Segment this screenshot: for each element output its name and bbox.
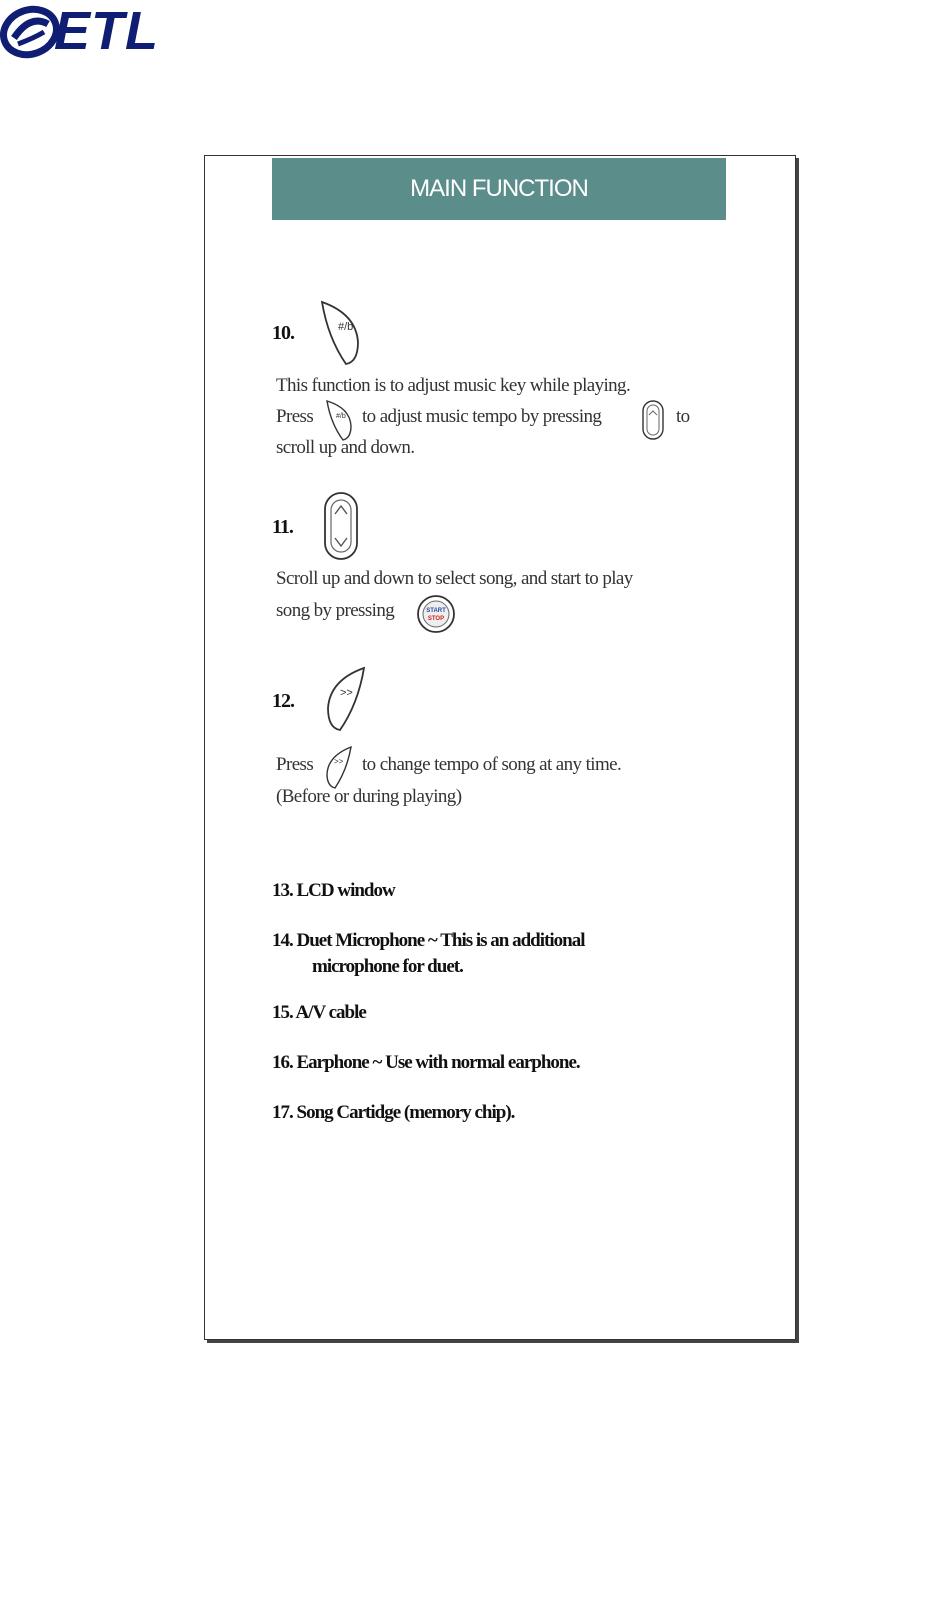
start-stop-icon: [416, 594, 456, 634]
list-item-17: [272, 1102, 514, 1124]
item-number: 14.: [272, 930, 293, 951]
function-10-line-1: This function is to adjust music key while playing.: [276, 375, 631, 396]
stop-label: STOP: [427, 616, 445, 622]
function-11-line-1: Scroll up and down to select song, and start to play: [276, 568, 633, 589]
item-number: 15.: [272, 1002, 293, 1023]
list-item-14: [272, 930, 584, 952]
etl-logo: [0, 0, 170, 62]
function-number-12: 12.: [272, 690, 294, 712]
function-12-line-1a: Press: [276, 754, 314, 775]
function-10-line-3: scroll up and down.: [276, 437, 415, 458]
list-item-15: [272, 1002, 366, 1024]
key-adjust-icon: [318, 298, 362, 368]
list-item-14-continuation: microphone for duet.: [312, 956, 463, 977]
item-text: Duet Microphone ~ This is an additional: [296, 930, 585, 951]
function-12-line-1b: to change tempo of song at any time.: [362, 754, 622, 775]
section-title: MAIN FUNCTION: [410, 175, 588, 202]
key-icon-label: #/b: [338, 321, 354, 333]
tempo-icon-label: >>: [340, 687, 353, 699]
item-text: A/V cable: [295, 1002, 366, 1023]
scroll-up-down-icon: [322, 490, 360, 562]
item-text: Song Cartidge (memory chip).: [296, 1102, 515, 1123]
function-number-10: 10.: [272, 322, 294, 344]
item-text: Earphone ~ Use with normal earphone.: [296, 1052, 580, 1073]
item-number: 16.: [272, 1052, 293, 1073]
scroll-inline-icon: [640, 398, 666, 442]
svg-text:>>: >>: [334, 757, 344, 766]
item-number: 13.: [272, 880, 293, 901]
list-item-16: [272, 1052, 580, 1074]
tempo-icon: [324, 664, 368, 734]
logo-wordmark: ETL: [54, 1, 159, 61]
etl-swirl-icon: [0, 4, 62, 60]
function-10-line-2b: to adjust music tempo by pressing: [362, 406, 602, 427]
section-header: [272, 158, 726, 220]
function-10-line-2c: to: [676, 406, 690, 427]
svg-text:#/b: #/b: [336, 413, 346, 420]
tempo-inline-icon: [324, 744, 354, 790]
item-number: 17.: [272, 1102, 293, 1123]
start-label: START: [426, 608, 446, 614]
function-12-line-2: (Before or during playing): [276, 786, 462, 807]
function-10-line-2a: Press: [276, 406, 314, 427]
function-number-11: 11.: [272, 516, 293, 538]
function-11-line-2: song by pressing: [276, 600, 395, 621]
list-item-13: [272, 880, 395, 902]
key-adjust-inline-icon: [324, 398, 354, 442]
item-text: LCD window: [296, 880, 395, 901]
